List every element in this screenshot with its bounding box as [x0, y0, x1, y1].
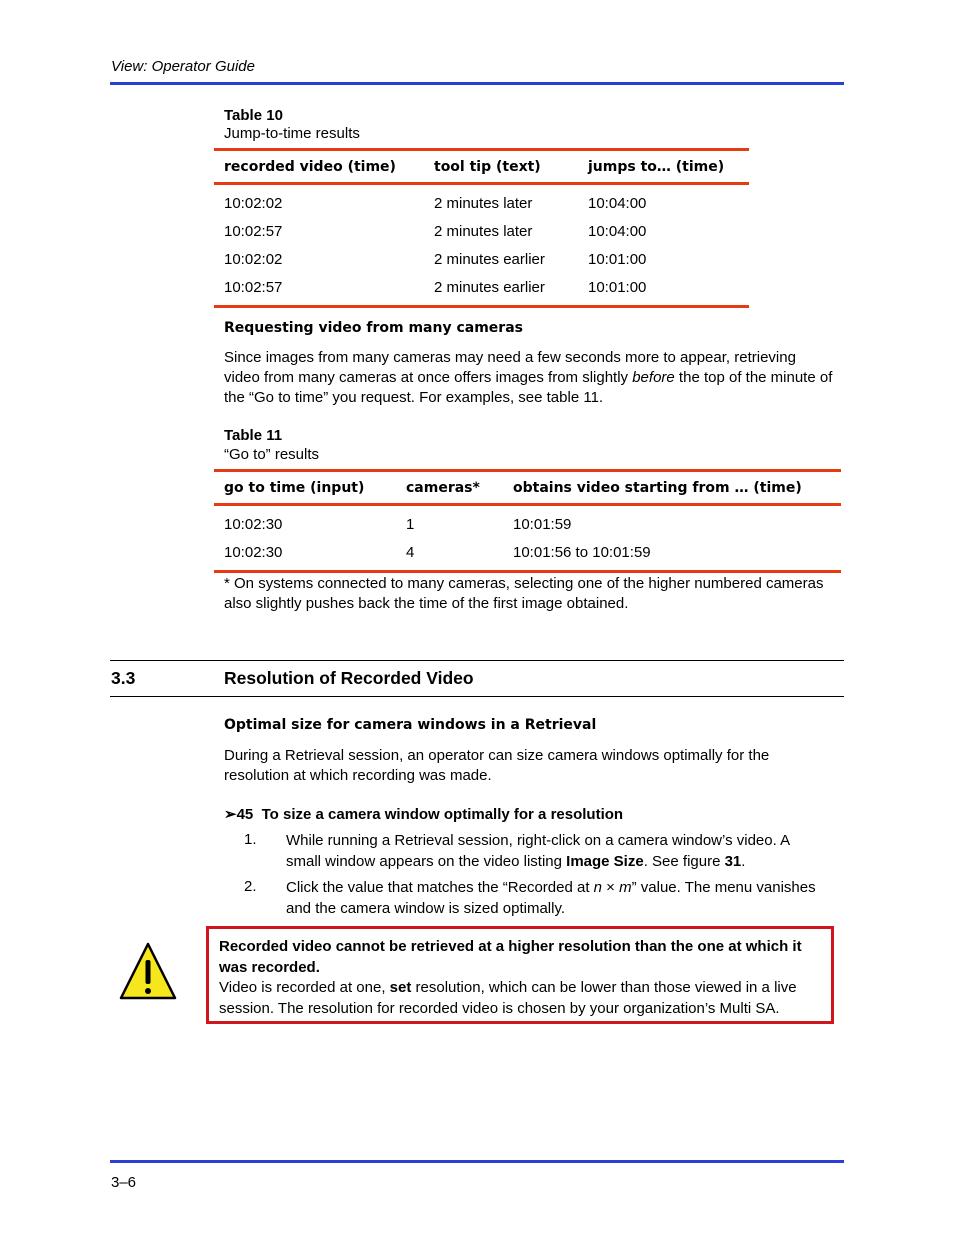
- table-cell: 1: [406, 515, 415, 533]
- step-text: [286, 877, 826, 919]
- table-row: [214, 245, 749, 273]
- page-number: 3–6: [111, 1174, 137, 1191]
- step-italic-text: n: [593, 879, 602, 896]
- table11: [214, 469, 841, 573]
- table-row: [214, 184, 749, 218]
- paragraph-text: the top of the minute of the “Go to time” you request. For examples, see table 11.: [224, 369, 833, 406]
- step-number: 2.: [244, 878, 257, 895]
- running-header: View: Operator Guide: [111, 58, 255, 75]
- optimal-size-heading: Optimal size for camera windows in a Retrieval: [224, 717, 597, 733]
- optimal-size-intro: During a Retrieval session, an operator can size camera windows optimally for the resolution at which recording was made.: [224, 747, 770, 784]
- step-text-part: . See figure: [643, 853, 725, 870]
- many-cameras-heading: Requesting video from many cameras: [224, 320, 523, 336]
- warning-body: [219, 978, 821, 1019]
- table11-col-cameras: cameras*: [396, 471, 503, 505]
- emphasis-text: before: [632, 369, 675, 386]
- many-cameras-paragraph: [224, 348, 834, 408]
- table10-header-row: [214, 150, 749, 184]
- table-cell: 10:02:57: [214, 273, 424, 307]
- section-title: Resolution of Recorded Video: [224, 668, 474, 688]
- warning-text: resolution, which can be lower than those viewed in a live session. The resolution for recorded video is chosen by your organization’s Multi SA.: [219, 979, 797, 1017]
- table10-col-jumps: jumps to… (time): [578, 150, 749, 184]
- procedure-title: To size a camera window optimally for a resolution: [261, 806, 624, 823]
- step-number: 1.: [244, 831, 257, 848]
- table-cell: 10:02:30: [214, 538, 396, 572]
- procedure-heading: [224, 805, 623, 823]
- header-rule: [110, 82, 844, 85]
- warning-icon: [118, 941, 178, 1001]
- table-cell: 10:01:59: [513, 515, 572, 533]
- table-row: [214, 538, 841, 572]
- table-row: [214, 505, 841, 539]
- paragraph-text: Since images from many cameras may need a few seconds more to appear, retrieving video from many cameras at once offers images from slightly: [224, 349, 796, 386]
- step-text-part: ×: [602, 879, 620, 896]
- footnote-text: On systems connected to many cameras, selecting one of the higher numbered cameras also slightly pushes back the time of the first image obtained.: [224, 575, 824, 612]
- section-rule-top: [110, 660, 844, 661]
- table11-footnote: [224, 574, 824, 614]
- step-bold-text: 31: [724, 853, 742, 870]
- table-row: [214, 273, 749, 307]
- table-cell: 4: [396, 538, 503, 572]
- table11-caption: “Go to” results: [224, 446, 320, 463]
- procedure-arrow-icon: ➢: [224, 806, 237, 823]
- warning-text: Video is recorded at one,: [219, 979, 390, 996]
- table-cell: 10:04:00: [588, 222, 647, 240]
- section-rule-bottom: [110, 696, 844, 697]
- table-cell: 10:01:56 to 10:01:59: [503, 538, 841, 572]
- table-cell: 10:02:57: [224, 222, 283, 240]
- table10: [214, 148, 749, 308]
- table11-header-row: [214, 471, 841, 505]
- table11-label: Table 11: [224, 427, 283, 444]
- table-cell: 2 minutes earlier: [424, 273, 578, 307]
- step-italic-text: m: [619, 879, 632, 896]
- table11-col-obtains: obtains video starting from … (time): [503, 471, 841, 505]
- step-text-part: ” value. The menu vanishes and the camera window is sized optimally.: [286, 879, 816, 917]
- table10-col-tooltip: tool tip (text): [424, 150, 578, 184]
- table-cell: 10:04:00: [588, 194, 647, 212]
- warning-title: Recorded video cannot be retrieved at a higher resolution than the one at which it was recorded.: [219, 938, 802, 976]
- footer-rule: [110, 1160, 844, 1163]
- step-text-part: .: [741, 853, 746, 870]
- table-cell: 10:01:00: [588, 250, 647, 268]
- table-cell: 2 minutes later: [434, 194, 533, 212]
- step-text-part: While running a Retrieval session, right-click on a camera window’s video. A small window appears on the video listing: [286, 832, 790, 870]
- table11-col-goto: go to time (input): [214, 471, 396, 505]
- table10-caption: Jump-to-time results: [224, 125, 360, 142]
- table-cell: 10:02:02: [224, 194, 283, 212]
- procedure-number: 45: [236, 806, 254, 823]
- warning-box: [206, 926, 834, 1024]
- step-text-part: Click the value that matches the “Recorded at: [286, 879, 594, 896]
- table10-label: Table 10: [224, 107, 283, 124]
- table-cell: 10:02:02: [224, 250, 283, 268]
- step-bold-text: Image Size: [566, 853, 644, 870]
- section-number: 3.3: [111, 668, 136, 688]
- table-row: [214, 217, 749, 245]
- table-cell: 2 minutes earlier: [434, 250, 545, 268]
- table-cell: 10:02:30: [224, 515, 283, 533]
- table-cell: 2 minutes later: [434, 222, 533, 240]
- warning-bold-word: set: [389, 979, 412, 996]
- table-cell: 10:01:00: [578, 273, 749, 307]
- step-text: [286, 830, 826, 872]
- table10-col-recorded: recorded video (time): [214, 150, 424, 184]
- footnote-mark: *: [224, 575, 230, 592]
